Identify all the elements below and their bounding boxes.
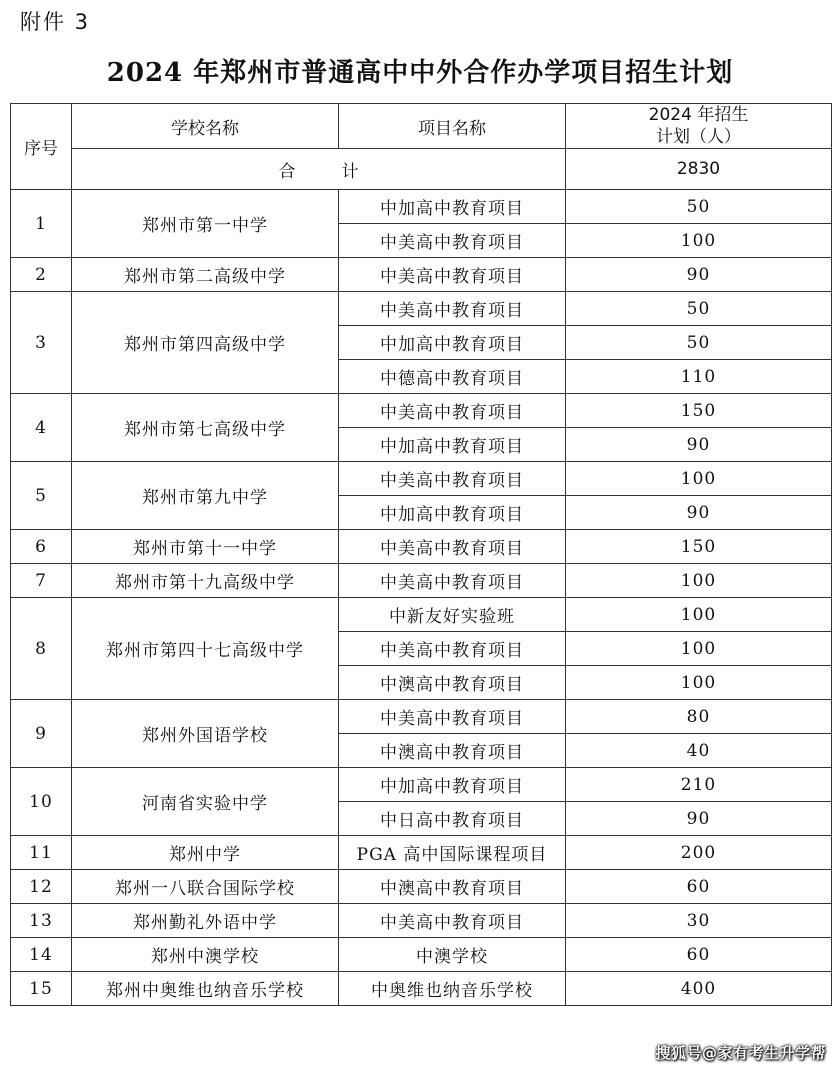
cell-project: 中美高中教育项目: [339, 258, 566, 292]
cell-project: 中加高中教育项目: [339, 428, 566, 462]
table-row: [11, 870, 832, 904]
cell-plan: 100: [566, 224, 832, 258]
cell-plan: 90: [566, 496, 832, 530]
cell-project: 中美高中教育项目: [339, 904, 566, 938]
document-title: 2024 年郑州市普通高中中外合作办学项目招生计划: [106, 58, 734, 88]
total-label-a: 合: [278, 161, 296, 182]
cell-project: PGA 高中国际课程项目: [339, 836, 566, 870]
cell-school: 郑州市第二高级中学: [72, 258, 339, 292]
cell-project: 中美高中教育项目: [339, 394, 566, 428]
cell-no: 2: [11, 258, 72, 292]
header-plan-line1: 2024 年招生: [648, 105, 749, 125]
cell-project: 中新友好实验班: [339, 598, 566, 632]
cell-no: 14: [11, 938, 72, 972]
cell-project: 中美高中教育项目: [339, 632, 566, 666]
cell-plan: 90: [566, 258, 832, 292]
table-body: [11, 190, 832, 1006]
cell-plan: 90: [566, 802, 832, 836]
header-no: 序号: [11, 104, 72, 190]
cell-no: 9: [11, 700, 72, 768]
cell-project: 中美高中教育项目: [339, 530, 566, 564]
cell-plan: 50: [566, 292, 832, 326]
table-row: [11, 462, 832, 496]
cell-plan: 100: [566, 666, 832, 700]
cell-plan: 60: [566, 938, 832, 972]
cell-plan: 50: [566, 190, 832, 224]
header-project: 项目名称: [339, 104, 566, 149]
cell-plan: 80: [566, 700, 832, 734]
cell-no: 13: [11, 904, 72, 938]
cell-plan: 150: [566, 394, 832, 428]
cell-school: 郑州市第四十七高级中学: [72, 598, 339, 700]
table-row: [11, 700, 832, 734]
cell-school: 郑州勤礼外语中学: [72, 904, 339, 938]
table-row: [11, 258, 832, 292]
watermark: 搜狐号@家有考生升学帮: [655, 1044, 826, 1062]
cell-school: 郑州市第七高级中学: [72, 394, 339, 462]
cell-plan: 90: [566, 428, 832, 462]
cell-no: 11: [11, 836, 72, 870]
cell-school: 郑州市第十一中学: [72, 530, 339, 564]
cell-project: 中加高中教育项目: [339, 496, 566, 530]
cell-project: 中澳高中教育项目: [339, 666, 566, 700]
cell-no: 5: [11, 462, 72, 530]
cell-project: 中澳高中教育项目: [339, 870, 566, 904]
cell-school: 郑州市第十九高级中学: [72, 564, 339, 598]
cell-plan: 210: [566, 768, 832, 802]
cell-school: 郑州市第四高级中学: [72, 292, 339, 394]
cell-plan: 200: [566, 836, 832, 870]
table-row: [11, 598, 832, 632]
cell-school: 郑州市第九中学: [72, 462, 339, 530]
cell-plan: 150: [566, 530, 832, 564]
table-row: [11, 768, 832, 802]
header-plan-line2: 计划（人）: [656, 127, 741, 147]
cell-project: 中澳高中教育项目: [339, 734, 566, 768]
cell-plan: 30: [566, 904, 832, 938]
cell-project: 中澳学校: [339, 938, 566, 972]
table-row: [11, 904, 832, 938]
table-row: [11, 530, 832, 564]
cell-school: 郑州一八联合国际学校: [72, 870, 339, 904]
cell-plan: 100: [566, 598, 832, 632]
cell-plan: 400: [566, 972, 832, 1006]
cell-school: 郑州中奥维也纳音乐学校: [72, 972, 339, 1006]
table-row: [11, 190, 832, 224]
attachment-label: 附件 3: [20, 10, 91, 34]
cell-school: 郑州中澳学校: [72, 938, 339, 972]
cell-school: 郑州外国语学校: [72, 700, 339, 768]
cell-plan: 100: [566, 462, 832, 496]
cell-project: 中日高中教育项目: [339, 802, 566, 836]
cell-school: 郑州市第一中学: [72, 190, 339, 258]
header-plan: [566, 104, 832, 149]
cell-project: 中加高中教育项目: [339, 768, 566, 802]
cell-project: 中奥维也纳音乐学校: [339, 972, 566, 1006]
table-row: [11, 564, 832, 598]
cell-plan: 50: [566, 326, 832, 360]
cell-no: 12: [11, 870, 72, 904]
cell-no: 4: [11, 394, 72, 462]
cell-project: 中美高中教育项目: [339, 224, 566, 258]
cell-no: 15: [11, 972, 72, 1006]
cell-no: 7: [11, 564, 72, 598]
cell-school: 河南省实验中学: [72, 768, 339, 836]
cell-project: 中美高中教育项目: [339, 292, 566, 326]
table-row: [11, 394, 832, 428]
cell-plan: 100: [566, 632, 832, 666]
cell-plan: 60: [566, 870, 832, 904]
cell-project: 中美高中教育项目: [339, 462, 566, 496]
cell-project: 中加高中教育项目: [339, 326, 566, 360]
table-row: [11, 292, 832, 326]
cell-project: 中美高中教育项目: [339, 700, 566, 734]
cell-no: 6: [11, 530, 72, 564]
cell-project: 中加高中教育项目: [339, 190, 566, 224]
cell-project: 中德高中教育项目: [339, 360, 566, 394]
cell-no: 8: [11, 598, 72, 700]
cell-no: 3: [11, 292, 72, 394]
total-value: 2830: [566, 149, 832, 190]
cell-no: 10: [11, 768, 72, 836]
cell-plan: 100: [566, 564, 832, 598]
cell-plan: 40: [566, 734, 832, 768]
cell-plan: 110: [566, 360, 832, 394]
table-row: [11, 972, 832, 1006]
enrollment-plan-table: [10, 103, 832, 1006]
cell-project: 中美高中教育项目: [339, 564, 566, 598]
total-label: [72, 149, 566, 190]
table-row: [11, 836, 832, 870]
header-school: 学校名称: [72, 104, 339, 149]
cell-no: 1: [11, 190, 72, 258]
cell-school: 郑州中学: [72, 836, 339, 870]
total-label-b: 计: [341, 161, 359, 182]
table-row: [11, 938, 832, 972]
